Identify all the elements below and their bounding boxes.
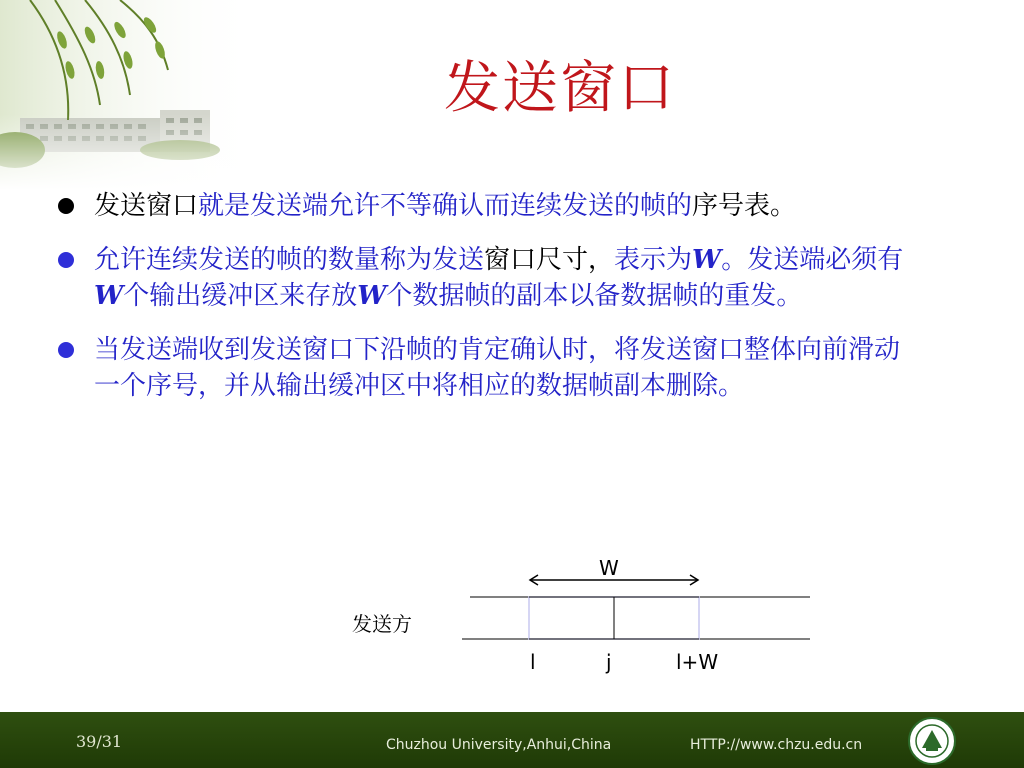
current-pointer-label: j bbox=[606, 650, 612, 674]
sender-label: 发送方 bbox=[352, 612, 412, 636]
lower-edge-label: l bbox=[530, 650, 536, 674]
bullet-item-2 bbox=[58, 242, 918, 314]
bullet-dot-icon bbox=[58, 342, 74, 358]
bullet-text: W bbox=[357, 281, 387, 311]
bullet-text: 个输出缓冲区来存放 bbox=[123, 281, 358, 311]
bullet-text: 个数据帧的副本以备数据帧的重发。 bbox=[386, 281, 803, 311]
bullet-text: W bbox=[692, 245, 722, 275]
bullet-text: 序号表。 bbox=[692, 191, 797, 221]
page-number: 39/31 bbox=[76, 732, 123, 751]
campus-scenery-image bbox=[0, 0, 260, 190]
window-size-label: W bbox=[599, 556, 619, 580]
bullet-item-3 bbox=[58, 332, 918, 404]
bullet-text: 窗口尺寸， bbox=[484, 245, 615, 275]
footer-bar bbox=[0, 712, 1024, 768]
bullet-item-1 bbox=[58, 188, 918, 224]
bullet-text: 发送窗口 bbox=[94, 191, 199, 221]
upper-edge-label: l+W bbox=[676, 650, 719, 674]
slide-title: 发送窗口 bbox=[444, 56, 676, 121]
bullet-dot-icon bbox=[58, 198, 74, 214]
bullet-text: 。发送端必须有 bbox=[721, 245, 904, 275]
bullet-text: 当发送端收到发送窗口下沿帧的肯定确认时，将发送窗口整体向前滑动一个序号，并从输出缓冲区中将相应的数据帧副本删除。 bbox=[94, 335, 901, 401]
university-name: Chuzhou University,Anhui,China bbox=[386, 737, 612, 753]
sending-window-diagram bbox=[340, 550, 820, 680]
bullet-text: 就是发送端允许不等确认而连续发送的帧的 bbox=[198, 191, 693, 221]
bullet-text: 表示为 bbox=[614, 245, 693, 275]
university-seal-logo bbox=[904, 716, 960, 766]
bullet-text: 允许连续发送的帧的数量称为发送 bbox=[94, 245, 485, 275]
bullet-dot-icon bbox=[58, 252, 74, 268]
bullet-text: W bbox=[94, 281, 124, 311]
website-url: HTTP://www.chzu.edu.cn bbox=[690, 737, 863, 753]
window-diagram-graphic bbox=[340, 550, 820, 680]
bullet-list bbox=[58, 188, 918, 422]
